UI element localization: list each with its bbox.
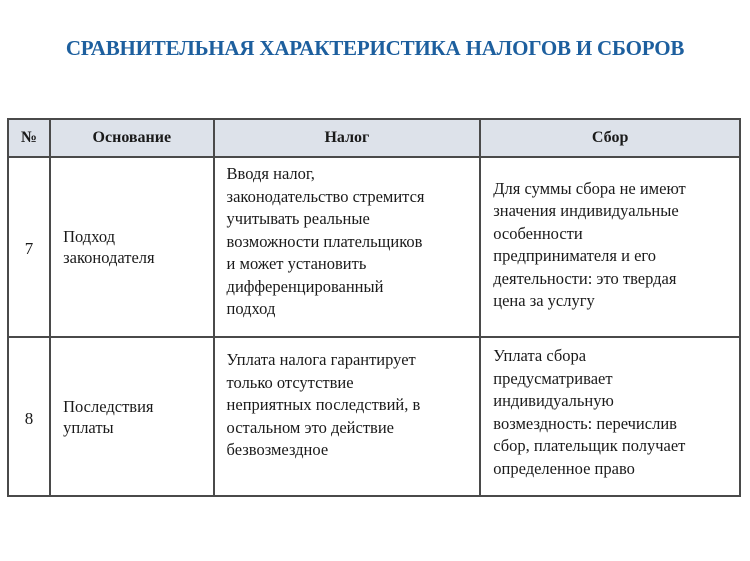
basis-line: Подход xyxy=(63,227,115,246)
tax-line: остальном это действие xyxy=(226,417,394,437)
row-number: 8 xyxy=(8,337,50,496)
fee-line: значения индивидуальные xyxy=(493,201,679,220)
fee-line: индивидуальную xyxy=(493,391,614,410)
table-row xyxy=(8,157,740,337)
basis-line: уплаты xyxy=(63,417,114,437)
tax-line: учитывать реальные xyxy=(226,209,370,229)
fee-line: цена за услугу xyxy=(493,291,595,310)
fee-line: предпринимателя и его xyxy=(493,246,657,265)
page-title: СРАВНИТЕЛЬНАЯ ХАРАКТЕРИСТИКА НАЛОГОВ И СБОРОВ xyxy=(65,36,685,60)
fee-line: Для суммы сбора не имеют xyxy=(493,178,686,198)
tax-line: Уплата налога гарантирует xyxy=(226,350,416,370)
row-basis xyxy=(50,157,213,337)
tax-line: Вводя налог, xyxy=(226,164,315,184)
comparison-table xyxy=(7,118,741,497)
header-tax: Налог xyxy=(214,119,481,157)
basis-line: законодателя xyxy=(63,248,155,267)
header-num: № xyxy=(8,119,50,157)
table-header-row xyxy=(8,119,740,157)
fee-line: особенности xyxy=(493,223,583,243)
fee-line: сбор, плательщик получает xyxy=(493,436,686,455)
fee-line: предусматривает xyxy=(493,368,613,388)
row-number: 7 xyxy=(8,157,50,337)
row-fee-description xyxy=(480,337,740,496)
row-fee-description xyxy=(480,157,740,337)
fee-line: определенное право xyxy=(493,458,635,478)
row-tax-description xyxy=(214,337,481,496)
tax-line: дифференцированный xyxy=(226,276,384,296)
fee-line: возмездность: перечислив xyxy=(493,413,677,433)
row-basis xyxy=(50,337,213,496)
tax-line: безвозмездное xyxy=(226,440,329,460)
fee-line: Уплата сбора xyxy=(493,346,587,365)
tax-line: неприятных последствий, в xyxy=(226,395,421,415)
tax-line: и может установить xyxy=(226,254,367,274)
tax-line: только отсутствие xyxy=(226,372,354,392)
row-tax-description xyxy=(214,157,481,337)
basis-line: Последствия xyxy=(63,396,154,416)
header-fee: Сбор xyxy=(480,119,740,157)
tax-line: законодательство стремится xyxy=(226,186,425,206)
tax-line: возможности плательщиков xyxy=(226,231,423,251)
table-row xyxy=(8,337,740,496)
header-basis: Основание xyxy=(50,119,213,157)
fee-line: деятельности: это твердая xyxy=(493,268,677,288)
tax-line: подход xyxy=(226,299,276,319)
